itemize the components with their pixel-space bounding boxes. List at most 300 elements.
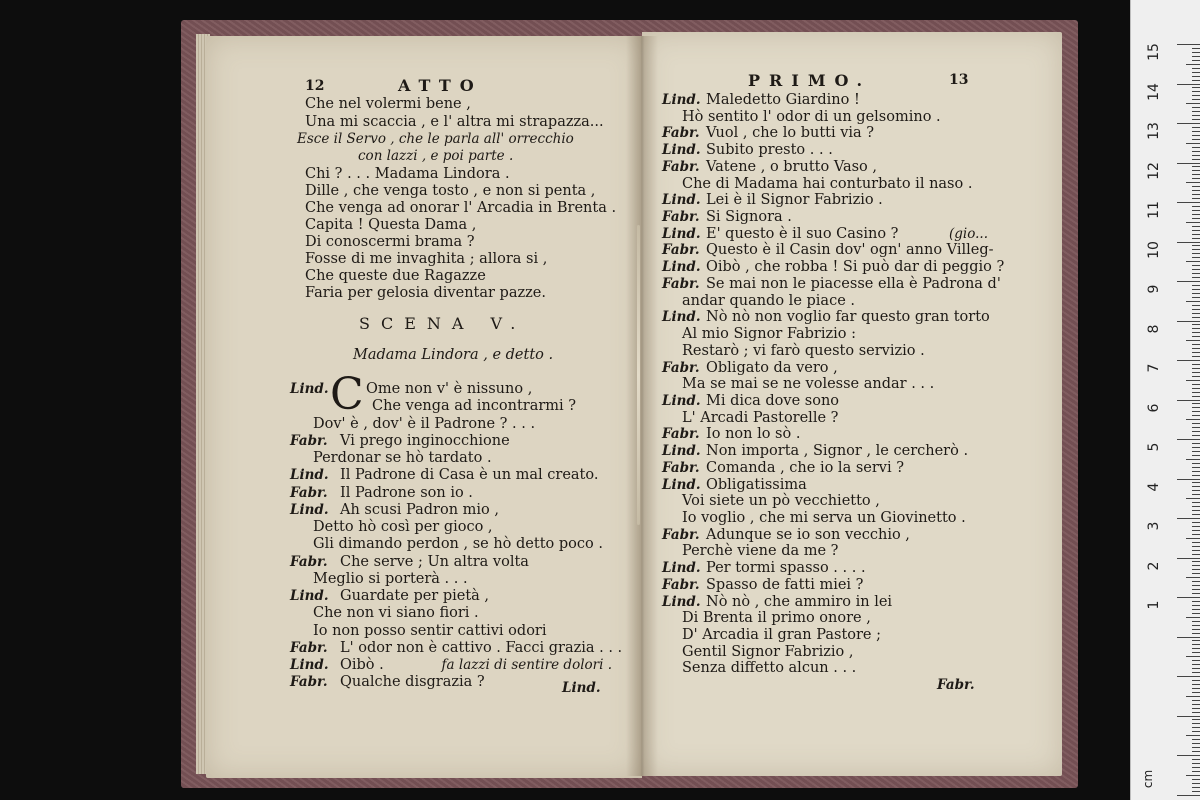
- ruler-tick: [1192, 214, 1200, 215]
- dialogue-line: Gentil Signor Fabrizio ,: [682, 643, 854, 660]
- ruler-tick: [1192, 293, 1200, 294]
- speaker-label: Lind.: [662, 593, 701, 610]
- speaker-label: Lind.: [290, 588, 329, 604]
- ruler-tick: [1192, 151, 1200, 152]
- dialogue-line: Detto hò così per gioco ,: [313, 519, 493, 535]
- dialogue-line: Lei è il Signor Fabrizio .: [706, 192, 883, 209]
- ruler-tick: [1192, 668, 1200, 669]
- ruler-tick: [1177, 44, 1200, 45]
- speaker-label: Fabr.: [662, 426, 700, 443]
- ruler-tick: [1192, 147, 1200, 148]
- ruler-tick: [1192, 328, 1200, 329]
- ruler-tick: [1177, 716, 1200, 717]
- dialogue-line: Spasso de fatti miei ?: [706, 576, 864, 593]
- speaker-label: Fabr.: [662, 459, 700, 476]
- ruler-tick: [1186, 261, 1200, 262]
- speaker-label: Fabr.: [662, 125, 700, 142]
- speaker-label: Fabr.: [662, 209, 700, 226]
- ruler-tick: [1192, 486, 1200, 487]
- dialogue-line: Ome non v' è nissuno ,: [366, 381, 533, 397]
- ruler-tick: [1192, 601, 1200, 602]
- ruler-tick: [1192, 166, 1200, 167]
- running-head: PRIMO.: [748, 71, 872, 90]
- ruler-tick: [1192, 238, 1200, 239]
- ruler-tick: [1192, 546, 1200, 547]
- ruler-tick: [1192, 127, 1200, 128]
- text-line: Fosse di me invaghita ; allora si ,: [305, 251, 548, 267]
- ruler-tick: [1192, 348, 1200, 349]
- ruler-tick: [1192, 194, 1200, 195]
- speaker-label: Lind.: [662, 225, 701, 242]
- ruler-tick: [1177, 676, 1200, 677]
- dialogue-line: Che venga ad incontrarmi ?: [372, 398, 577, 415]
- ruler-tick: [1192, 482, 1200, 483]
- text-line: Una mi scaccia , e l' altra mi strapazza...: [305, 114, 604, 130]
- ruler-tick: [1192, 411, 1200, 412]
- dialogue-line: Se mai non le piacesse ella è Padrona d': [706, 275, 1001, 292]
- page-number: 13: [949, 72, 969, 88]
- ruler-tick: [1192, 68, 1200, 69]
- ruler-tick: [1192, 289, 1200, 290]
- ruler-tick: [1177, 479, 1200, 480]
- ruler-tick: [1186, 656, 1200, 657]
- ruler-tick: [1192, 621, 1200, 622]
- ruler-tick: [1192, 605, 1200, 606]
- ruler-tick: [1192, 451, 1200, 452]
- ruler-tick: [1192, 253, 1200, 254]
- binding-thread: [637, 225, 640, 525]
- dialogue-line: Obligato da vero ,: [706, 359, 838, 376]
- ruler-tick: [1192, 514, 1200, 515]
- speaker-label: Fabr.: [290, 674, 328, 691]
- ruler-tick: [1192, 407, 1200, 408]
- dialogue-line: Comanda , che io la servi ?: [706, 459, 904, 476]
- ruler-number: 10: [1146, 240, 1162, 259]
- speaker-label: Lind.: [662, 443, 701, 460]
- speaker-label: Lind.: [290, 467, 329, 484]
- dialogue-line: Si Signora .: [706, 209, 792, 226]
- ruler-tick: [1192, 660, 1200, 661]
- ruler-tick: [1192, 119, 1200, 120]
- speaker-label: Fabr.: [290, 639, 328, 656]
- ruler-tick: [1192, 550, 1200, 551]
- ruler-tick: [1177, 242, 1200, 243]
- text-line: Chi ? . . . Madama Lindora .: [305, 166, 510, 182]
- ruler-tick: [1192, 506, 1200, 507]
- dialogue-line: Adunque se io son vecchio ,: [706, 526, 910, 543]
- ruler-tick: [1192, 230, 1200, 231]
- ruler-tick: [1192, 640, 1200, 641]
- dialogue-line: Senza diffetto alcun . . .: [682, 660, 857, 677]
- ruler-tick: [1192, 747, 1200, 748]
- ruler-tick: [1192, 569, 1200, 570]
- dialogue-line: Subito presto . . .: [706, 142, 833, 159]
- text-line: Faria per gelosia diventar pazze.: [305, 285, 546, 301]
- ruler-tick: [1192, 443, 1200, 444]
- dialogue-line: Questo è il Casin dov' ogn' anno Villeg-: [706, 242, 994, 259]
- dialogue-line: Maledetto Giardino !: [706, 92, 860, 108]
- ruler-tick: [1192, 672, 1200, 673]
- ruler-tick: [1192, 593, 1200, 594]
- ruler-tick: [1177, 439, 1200, 440]
- ruler-tick: [1177, 795, 1200, 796]
- ruler-tick: [1177, 321, 1200, 322]
- ruler-tick: [1192, 324, 1200, 325]
- ruler-tick: [1192, 376, 1200, 377]
- ruler-tick: [1192, 76, 1200, 77]
- page-number: 12: [305, 78, 325, 94]
- ruler-number: 5: [1146, 442, 1162, 452]
- ruler-tick: [1192, 206, 1200, 207]
- ruler-number: 13: [1146, 122, 1162, 140]
- ruler-tick: [1192, 91, 1200, 92]
- dialogue-line: Il Padrone di Casa è un mal creato.: [340, 467, 599, 484]
- ruler-number: 6: [1146, 403, 1162, 412]
- ruler-tick: [1186, 301, 1200, 302]
- ruler-tick: [1177, 558, 1200, 559]
- ruler-tick: [1192, 226, 1200, 227]
- ruler-tick: [1192, 585, 1200, 586]
- stage-direction: Esce il Servo , che le parla all' orrecchio: [297, 131, 574, 147]
- ruler-tick: [1192, 392, 1200, 393]
- dialogue-line: Hò sentito l' odor di un gelsomino .: [682, 108, 941, 125]
- text-line: Dille , che venga tosto , e non si penta ,: [305, 183, 596, 199]
- ruler-tick: [1192, 467, 1200, 468]
- ruler-tick: [1192, 609, 1200, 610]
- ruler-tick: [1192, 155, 1200, 156]
- ruler-number: 12: [1146, 161, 1162, 180]
- speaker-label: Lind.: [662, 259, 701, 276]
- ruler-unit: cm: [1141, 769, 1156, 789]
- ruler-tick: [1192, 771, 1200, 772]
- dialogue-line: Io voglio , che mi serva un Giovinetto .: [682, 510, 966, 526]
- ruler-tick: [1192, 589, 1200, 590]
- ruler-number: 4: [1146, 482, 1162, 491]
- dialogue-line: Non importa , Signor , le cercherò .: [706, 443, 969, 460]
- dialogue-line: Obligatissima: [706, 476, 807, 493]
- dialogue-line: Gli dimando perdon , se hò detto poco .: [313, 536, 603, 553]
- ruler-tick: [1192, 526, 1200, 527]
- ruler-tick: [1192, 648, 1200, 649]
- dialogue-line: Meglio si porterà . . .: [313, 570, 468, 587]
- ruler-tick: [1192, 95, 1200, 96]
- ruler-tick: [1192, 684, 1200, 685]
- ruler-tick: [1192, 368, 1200, 369]
- ruler-tick: [1192, 48, 1200, 49]
- text-line: Di conoscermi brama ?: [305, 234, 475, 250]
- ruler-tick: [1192, 277, 1200, 278]
- text-line: Capita ! Questa Dama ,: [305, 217, 477, 233]
- ruler-tick: [1192, 629, 1200, 630]
- ruler-tick: [1192, 178, 1200, 179]
- ruler-tick: [1192, 245, 1200, 246]
- ruler-tick: [1192, 565, 1200, 566]
- ruler-tick: [1177, 400, 1200, 401]
- ruler-tick: [1192, 332, 1200, 333]
- ruler-tick: [1192, 336, 1200, 337]
- dialogue-line: Mi dica dove sono: [706, 392, 840, 409]
- ruler-tick: [1192, 708, 1200, 709]
- ruler-tick: [1192, 384, 1200, 385]
- dialogue-line: Vuol , che lo butti via ?: [706, 125, 875, 142]
- dialogue-line: Vi prego inginocchione: [340, 432, 510, 449]
- ruler-number: 2: [1146, 561, 1162, 570]
- ruler-tick: [1192, 309, 1200, 310]
- ruler-tick: [1192, 403, 1200, 404]
- dialogue-line: Oibò .: [340, 657, 384, 673]
- measuring-ruler: [1130, 0, 1200, 800]
- ruler-tick: [1186, 459, 1200, 460]
- ruler-tick: [1192, 731, 1200, 732]
- ruler-tick: [1192, 502, 1200, 503]
- ruler-tick: [1192, 170, 1200, 171]
- speaker-label: Fabr.: [290, 432, 328, 449]
- ruler-tick: [1192, 313, 1200, 314]
- dialogue-line: L' Arcadi Pastorelle ?: [682, 409, 839, 426]
- ruler-tick: [1192, 652, 1200, 653]
- dialogue-line: Io non lo sò .: [706, 426, 801, 443]
- ruler-tick: [1192, 475, 1200, 476]
- text-line: Che queste due Ragazze: [305, 268, 486, 284]
- ruler-tick: [1177, 755, 1200, 756]
- ruler-tick: [1192, 779, 1200, 780]
- dialogue-line: D' Arcadia il gran Pastore ;: [682, 627, 882, 644]
- speaker-label: Lind.: [662, 309, 701, 326]
- ruler-number: 1: [1146, 600, 1162, 610]
- dialogue-line: Perdonar se hò tardato .: [313, 450, 492, 466]
- speaker-label: Fabr.: [290, 553, 328, 570]
- ruler-tick: [1192, 174, 1200, 175]
- ruler-tick: [1192, 265, 1200, 266]
- ruler-tick: [1192, 80, 1200, 81]
- ruler-tick: [1192, 522, 1200, 523]
- ruler-tick: [1192, 72, 1200, 73]
- ruler-tick: [1177, 360, 1200, 361]
- speaker-label: Fabr.: [662, 158, 700, 175]
- ruler-tick: [1177, 202, 1200, 203]
- ruler-tick: [1192, 431, 1200, 432]
- ruler-tick: [1192, 534, 1200, 535]
- dialogue-line: Ma se mai se ne volesse andar . . .: [682, 376, 935, 393]
- ruler-tick: [1192, 344, 1200, 345]
- ruler-tick: [1192, 218, 1200, 219]
- ruler-tick: [1192, 455, 1200, 456]
- ruler-tick: [1192, 573, 1200, 574]
- ruler-tick: [1192, 372, 1200, 373]
- ruler-tick: [1186, 617, 1200, 618]
- ruler-number: 7: [1146, 363, 1162, 373]
- ruler-tick: [1192, 490, 1200, 491]
- ruler-tick: [1192, 139, 1200, 140]
- ruler-tick: [1192, 415, 1200, 416]
- ruler-tick: [1192, 688, 1200, 689]
- ruler-tick: [1192, 581, 1200, 582]
- speaker-label: Lind.: [662, 392, 701, 409]
- catchword: Fabr.: [937, 677, 975, 693]
- ruler-tick: [1192, 56, 1200, 57]
- ruler-tick: [1192, 561, 1200, 562]
- ruler-tick: [1192, 463, 1200, 464]
- speaker-label: Fabr.: [662, 576, 700, 593]
- ruler-tick: [1186, 775, 1200, 776]
- ruler-tick: [1192, 190, 1200, 191]
- running-head: ATTO: [398, 76, 483, 95]
- ruler-tick: [1192, 234, 1200, 235]
- ruler-tick: [1192, 159, 1200, 160]
- ruler-tick: [1192, 447, 1200, 448]
- ruler-tick: [1192, 712, 1200, 713]
- speaker-label: Lind.: [662, 560, 701, 577]
- ruler-tick: [1192, 352, 1200, 353]
- ruler-tick: [1192, 743, 1200, 744]
- ruler-tick: [1186, 380, 1200, 381]
- ruler-tick: [1192, 739, 1200, 740]
- ruler-tick: [1186, 498, 1200, 499]
- dialogue-line: Al mio Signor Fabrizio :: [682, 326, 856, 343]
- ruler-tick: [1186, 103, 1200, 104]
- drop-cap: C: [330, 369, 364, 420]
- dialogue-line: Vatene , o brutto Vaso ,: [706, 158, 877, 175]
- ruler-tick: [1192, 494, 1200, 495]
- ruler-tick: [1192, 273, 1200, 274]
- ruler-tick: [1192, 107, 1200, 108]
- ruler-tick: [1192, 317, 1200, 318]
- catchword: Lind.: [562, 680, 601, 696]
- speaker-label: Lind.: [290, 381, 329, 397]
- dialogue-line: Dov' è , dov' è il Padrone ? . . .: [313, 415, 536, 432]
- ruler-tick: [1192, 198, 1200, 199]
- ruler-tick: [1192, 644, 1200, 645]
- ruler-tick: [1192, 633, 1200, 634]
- ruler-tick: [1192, 435, 1200, 436]
- ruler-tick: [1192, 692, 1200, 693]
- ruler-tick: [1192, 423, 1200, 424]
- speaker-label: Lind.: [290, 501, 329, 518]
- ruler-number: 15: [1146, 43, 1162, 61]
- speaker-label: Lind.: [290, 657, 329, 673]
- dialogue-line: Il Padrone son io .: [340, 484, 473, 501]
- ruler-number: 11: [1146, 201, 1162, 219]
- ruler-tick: [1192, 719, 1200, 720]
- ruler-tick: [1192, 285, 1200, 286]
- speaker-label: Lind.: [662, 142, 701, 159]
- ruler-tick: [1192, 269, 1200, 270]
- ruler-tick: [1177, 163, 1200, 164]
- speaker-label: Fabr.: [662, 275, 700, 292]
- speaker-label: Fabr.: [662, 526, 700, 543]
- ruler-tick: [1186, 538, 1200, 539]
- dialogue-line: Ah scusi Padron mio ,: [340, 501, 499, 518]
- ruler-tick: [1192, 131, 1200, 132]
- ruler-number: 8: [1146, 324, 1162, 333]
- dialogue-line: Nò nò non voglio far questo gran torto: [706, 309, 990, 326]
- ruler-tick: [1186, 222, 1200, 223]
- ruler-tick: [1186, 419, 1200, 420]
- ruler-tick: [1192, 759, 1200, 760]
- ruler-tick: [1192, 364, 1200, 365]
- ruler-tick: [1192, 664, 1200, 665]
- ruler-tick: [1192, 115, 1200, 116]
- book-gutter: [626, 36, 658, 776]
- text-line: Che venga ad onorar l' Arcadia in Brenta .: [305, 200, 617, 216]
- ruler-tick: [1177, 281, 1200, 282]
- dialogue-line: Oibò , che robba ! Si può dar di peggio ?: [706, 259, 1005, 276]
- ruler-tick: [1192, 305, 1200, 306]
- ruler-tick: [1177, 84, 1200, 85]
- ruler-tick: [1192, 210, 1200, 211]
- dialogue-line: E' questo è il suo Casino ?: [706, 225, 899, 242]
- scene-cast: Madama Lindora , e detto .: [353, 347, 554, 363]
- ruler-tick: [1192, 510, 1200, 511]
- ruler-tick: [1186, 735, 1200, 736]
- ruler-tick: [1192, 249, 1200, 250]
- ruler-tick: [1192, 530, 1200, 531]
- ruler-tick: [1192, 767, 1200, 768]
- dialogue-line: Che serve ; Un altra volta: [340, 553, 529, 570]
- ruler-tick: [1192, 186, 1200, 187]
- ruler-tick: [1186, 340, 1200, 341]
- ruler-tick: [1192, 704, 1200, 705]
- ruler-tick: [1192, 625, 1200, 626]
- ruler-tick: [1192, 791, 1200, 792]
- ruler-tick: [1192, 388, 1200, 389]
- dialogue-line: Per tormi spasso . . . .: [706, 560, 866, 577]
- ruler-tick: [1192, 613, 1200, 614]
- dialogue-line: Di Brenta il primo onore ,: [682, 610, 871, 627]
- stage-aside: fa lazzi di sentire dolori .: [441, 657, 612, 673]
- ruler-tick: [1186, 577, 1200, 578]
- ruler-number: 3: [1146, 521, 1162, 531]
- ruler-tick: [1192, 297, 1200, 298]
- ruler-tick: [1192, 727, 1200, 728]
- stage-aside: (gio...: [949, 225, 988, 242]
- ruler-tick: [1186, 182, 1200, 183]
- speaker-label: Fabr.: [662, 242, 700, 259]
- speaker-label: Fabr.: [662, 359, 700, 376]
- ruler-tick: [1192, 257, 1200, 258]
- ruler-tick: [1192, 763, 1200, 764]
- text-line: Che nel volermi bene ,: [305, 96, 471, 112]
- ruler-tick: [1192, 60, 1200, 61]
- dialogue-line: Che non vi siano fiori .: [313, 605, 479, 622]
- ruler-tick: [1192, 751, 1200, 752]
- ruler-tick: [1192, 99, 1200, 100]
- ruler-tick: [1192, 787, 1200, 788]
- ruler-tick: [1186, 64, 1200, 65]
- ruler-tick: [1192, 111, 1200, 112]
- dialogue-line: Guardate per pietà ,: [340, 588, 490, 604]
- dialogue-line: andar quando le piace .: [682, 292, 855, 309]
- dialogue-line: Nò nò , che ammiro in lei: [706, 593, 893, 610]
- ruler-tick: [1186, 143, 1200, 144]
- scene-title: SCENA V.: [359, 314, 527, 333]
- dialogue-line: Qualche disgrazia ?: [340, 674, 485, 691]
- dialogue-line: Che di Madama hai conturbato il naso .: [682, 175, 973, 192]
- ruler-tick: [1192, 52, 1200, 53]
- ruler-tick: [1192, 783, 1200, 784]
- dialogue-line: Io non posso sentir cattivi odori: [313, 622, 547, 639]
- ruler-tick: [1192, 554, 1200, 555]
- dialogue-line: L' odor non è cattivo . Facci grazia . . .: [340, 639, 623, 656]
- ruler-tick: [1192, 87, 1200, 88]
- speaker-label: Lind.: [662, 192, 701, 209]
- ruler-tick: [1192, 680, 1200, 681]
- ruler-tick: [1177, 518, 1200, 519]
- ruler-number: 9: [1146, 284, 1162, 294]
- ruler-tick: [1192, 427, 1200, 428]
- ruler-tick: [1177, 637, 1200, 638]
- ruler-tick: [1186, 696, 1200, 697]
